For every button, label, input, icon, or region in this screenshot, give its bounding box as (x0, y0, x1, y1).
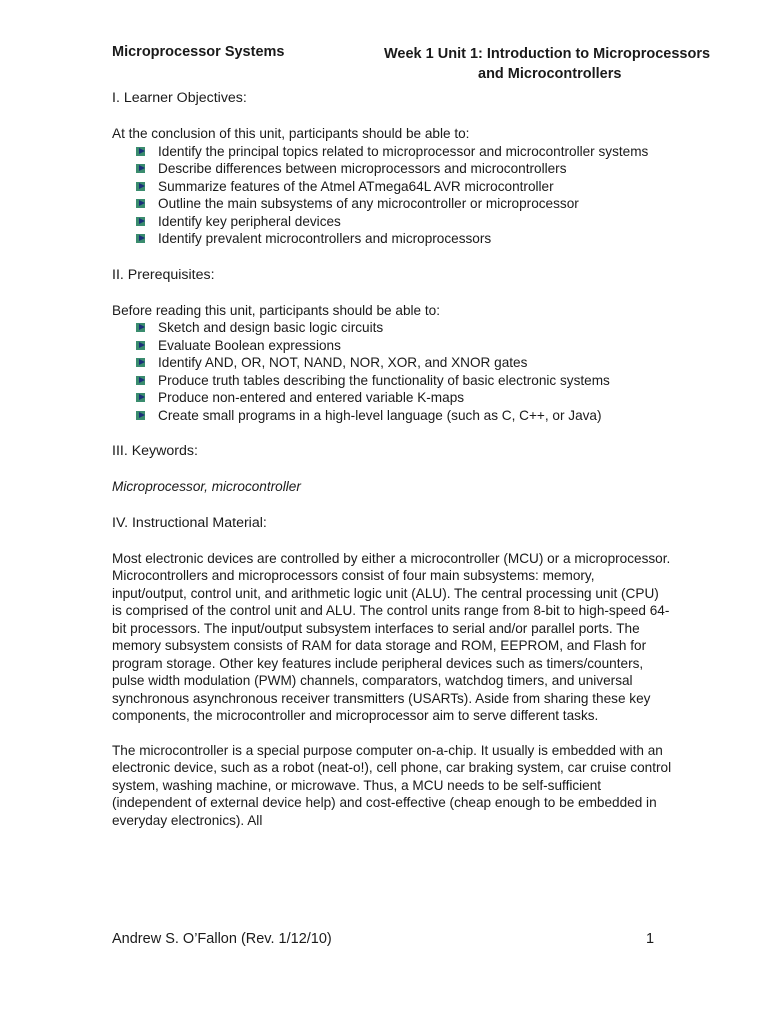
keywords-heading: III. Keywords: (112, 443, 198, 459)
objectives-list (112, 143, 672, 248)
prerequisites-list (112, 319, 672, 424)
square-arrow-bullet-icon (136, 217, 147, 226)
list-item: Sketch and design basic logic circuits (136, 319, 672, 337)
square-arrow-bullet-icon (136, 376, 147, 385)
list-item: Evaluate Boolean expressions (136, 337, 672, 355)
list-item: Produce non-entered and entered variable K-maps (136, 389, 672, 407)
list-item: Produce truth tables describing the functionality of basic electronic systems (136, 372, 672, 390)
square-arrow-bullet-icon (136, 411, 147, 420)
list-item: Identify prevalent microcontrollers and microprocessors (136, 230, 672, 248)
footer-author: Andrew S. O’Fallon (Rev. 1/12/10) (112, 931, 332, 947)
material-heading: IV. Instructional Material: (112, 514, 267, 531)
page-number: 1 (646, 931, 655, 947)
list-item: Identify key peripheral devices (136, 213, 672, 231)
material-paragraph-1: Most electronic devices are controlled by either a microcontroller (MCU) or a microprocessor. Microcontrollers and microprocessors consist of four main subsystems: memory, input/output, control unit, and arithmetic logic unit (ALU). The central processing unit (CPU) is comprised of the control unit and ALU. The control units range from 8-bit to high-speed 64-bit processors. The input/output subsystem interfaces to serial and/or parallel ports. The memory subsystem consists of RAM for data storage and ROM, EEPROM, and Flash for program storage. Other key features include peripheral devices such as timers/counters, pulse width modulation (PWM) channels, comparators, watchdog timers, and universal synchronous asynchronous receiver transmitters (USARTs). Aside from sharing these key components, the microcontroller and microprocessor aim to serve different tasks. (112, 550, 671, 723)
list-item: Outline the main subsystems of any microcontroller or microprocessor (136, 195, 672, 213)
square-arrow-bullet-icon (136, 341, 147, 350)
list-item: Identify the principal topics related to microprocessor and microcontroller systems (136, 143, 672, 161)
material-paragraph-2: The microcontroller is a special purpose computer on-a-chip. It usually is embedded with an electronic device, such as a robot (neat-o!), cell phone, car braking system, car cruise control system, washing machine, or microwave. Thus, a MCU needs to be self-sufficient (independent of external device help) and cost-effective (cheap enough to be embedded in everyday electronics). All (112, 742, 672, 828)
square-arrow-bullet-icon (136, 358, 147, 367)
keywords-text: Microprocessor, microcontroller (112, 479, 301, 494)
objectives-heading: I. Learner Objectives: (112, 90, 247, 106)
list-item: Create small programs in a high-level language (such as C, C++, or Java) (136, 407, 672, 425)
list-item: Identify AND, OR, NOT, NAND, NOR, XOR, and XNOR gates (136, 354, 672, 372)
square-arrow-bullet-icon (136, 164, 147, 173)
document-body (112, 88, 672, 829)
unit-title-line2: and Microcontrollers (478, 66, 622, 82)
square-arrow-bullet-icon (136, 147, 147, 156)
square-arrow-bullet-icon (136, 199, 147, 208)
objectives-intro: At the conclusion of this unit, participants should be able to: (112, 126, 470, 141)
prerequisites-intro: Before reading this unit, participants should be able to: (112, 302, 440, 318)
unit-title (384, 44, 734, 84)
course-title: Microprocessor Systems (112, 44, 285, 60)
square-arrow-bullet-icon (136, 393, 147, 402)
unit-title-line1: Week 1 Unit 1: Introduction to Microprocessors (384, 46, 711, 62)
prerequisites-heading: II. Prerequisites: (112, 266, 215, 283)
square-arrow-bullet-icon (136, 182, 147, 191)
square-arrow-bullet-icon (136, 323, 147, 332)
list-item: Describe differences between microprocessors and microcontrollers (136, 160, 672, 178)
square-arrow-bullet-icon (136, 234, 147, 243)
list-item: Summarize features of the Atmel ATmega64L AVR microcontroller (136, 178, 672, 196)
